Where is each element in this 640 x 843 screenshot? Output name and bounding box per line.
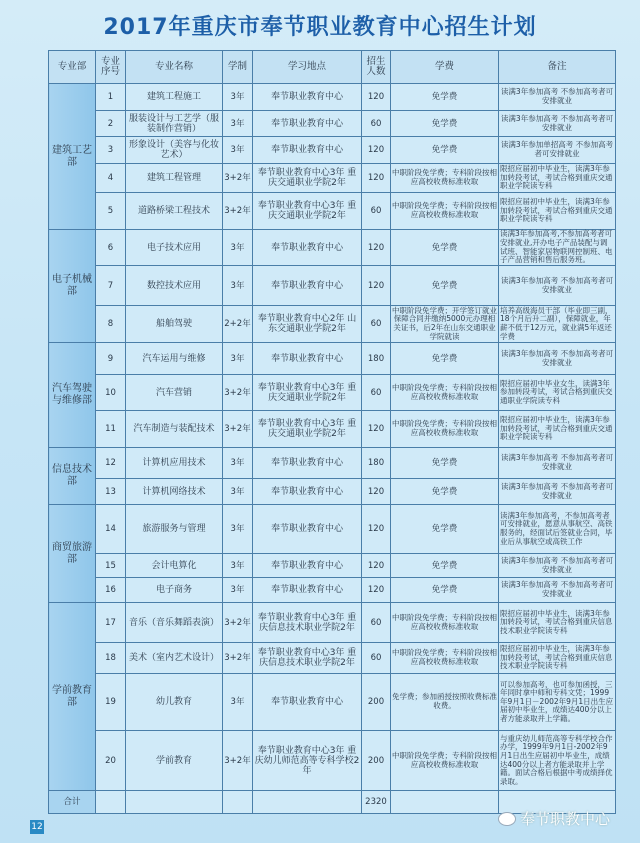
place-cell: 奉节职业教育中心3年 重庆交通职业学院2年 (253, 411, 362, 448)
wechat-icon (498, 812, 516, 826)
no-cell: 3 (96, 137, 126, 164)
fee-cell: 免学费 (391, 343, 499, 375)
place-cell: 奉节职业教育中心 (253, 479, 362, 505)
count-cell: 120 (362, 137, 391, 164)
note-cell: 培养高级海员干部（毕业即三副，18个月后升二副），保障就业，年薪不低于12万元，就业满5年返还学费 (499, 306, 616, 343)
years-cell: 3+2年 (223, 731, 253, 791)
fee-cell: 中职阶段免学费；专科阶段按相应高校收费标准收取 (391, 603, 499, 643)
note-cell: 与重庆幼儿师范高等专科学校合作办学，1999年9月1日-2002年9月1日出生应届初中毕业生，成绩达400分以上者方能录取并上学籍。面试合格后根据中考成绩择优录取。 (499, 731, 616, 791)
note-cell: 读满3年参加高考 不参加高考者可安排就业 (499, 111, 616, 137)
no-cell: 11 (96, 411, 126, 448)
no-cell: 6 (96, 230, 126, 266)
count-cell: 180 (362, 448, 391, 479)
place-cell: 奉节职业教育中心 (253, 505, 362, 554)
table-row (49, 731, 616, 791)
major-name-cell: 数控技术应用 (126, 266, 223, 306)
place-cell: 奉节职业教育中心3年 重庆交通职业学院2年 (253, 375, 362, 411)
place-cell: 奉节职业教育中心 (253, 578, 362, 603)
fee-cell: 免学费 (391, 578, 499, 603)
fee-cell: 中职阶段免学费；专科阶段按相应高校收费标准收取 (391, 643, 499, 674)
major-name-cell: 电子技术应用 (126, 230, 223, 266)
count-cell: 200 (362, 674, 391, 731)
no-cell: 19 (96, 674, 126, 731)
place-cell: 奉节职业教育中心 (253, 674, 362, 731)
years-cell: 3年 (223, 137, 253, 164)
header-cell: 学费 (391, 51, 499, 84)
table-row (49, 554, 616, 578)
major-name-cell: 汽车制造与装配技术 (126, 411, 223, 448)
note-cell: 读满3年参加高考 不参加高考者可安排就业 (499, 448, 616, 479)
table-row (49, 375, 616, 411)
no-cell: 15 (96, 554, 126, 578)
dept-cell: 信息技术部 (49, 448, 96, 505)
count-cell: 120 (362, 578, 391, 603)
fee-cell: 免学费 (391, 84, 499, 111)
major-name-cell: 建筑工程施工 (126, 84, 223, 111)
table-row (49, 505, 616, 554)
table-row (49, 411, 616, 448)
count-cell: 120 (362, 230, 391, 266)
years-cell: 3年 (223, 266, 253, 306)
count-cell: 120 (362, 84, 391, 111)
place-cell: 奉节职业教育中心 (253, 266, 362, 306)
years-cell: 2+2年 (223, 306, 253, 343)
note-cell: 读满3年参加高考 不参加高考者可安排就业 (499, 479, 616, 505)
fee-cell: 中职阶段免学费；专科阶段按相应高校收费标准收取 (391, 731, 499, 791)
count-cell: 120 (362, 479, 391, 505)
page-number: 12 (31, 822, 43, 832)
count-cell: 60 (362, 111, 391, 137)
count-cell: 120 (362, 554, 391, 578)
years-cell: 3+2年 (223, 164, 253, 193)
major-name-cell: 汽车运用与维修 (126, 343, 223, 375)
table-row (49, 193, 616, 230)
note-cell: 限招应届初中毕业生，读满3年参加转段考试，考试合格到重庆交通职业学院读专科 (499, 193, 616, 230)
watermark (498, 808, 610, 829)
major-name-cell: 电子商务 (126, 578, 223, 603)
years-cell: 3年 (223, 448, 253, 479)
fee-cell: 中职阶段免学费；专科阶段按相应高校收费标准收取 (391, 193, 499, 230)
table-row (49, 306, 616, 343)
dept-cell: 商贸旅游部 (49, 505, 96, 603)
no-cell: 16 (96, 578, 126, 603)
no-cell: 18 (96, 643, 126, 674)
no-cell: 1 (96, 84, 126, 111)
table-row (49, 84, 616, 111)
fee-cell: 中职阶段免学费；专科阶段按相应高校收费标准收取 (391, 164, 499, 193)
fee-cell: 中职阶段免学费；专科阶段按相应高校收费标准收取 (391, 375, 499, 411)
years-cell: 3年 (223, 111, 253, 137)
note-cell: 读满3年参加高考 不参加高考者可安排就业 (499, 84, 616, 111)
place-cell: 奉节职业教育中心3年 重庆信息技术职业学院2年 (253, 603, 362, 643)
no-cell: 12 (96, 448, 126, 479)
place-cell: 奉节职业教育中心2年 山东交通职业学院2年 (253, 306, 362, 343)
no-cell: 10 (96, 375, 126, 411)
table-row (49, 137, 616, 164)
major-name-cell: 计算机应用技术 (126, 448, 223, 479)
note-cell: 限招应届初中毕业生，读满3年参加转段考试，考试合格到重庆交通职业学院读专科 (499, 411, 616, 448)
fee-cell: 免学费 (391, 479, 499, 505)
no-cell: 20 (96, 731, 126, 791)
note-cell: 可以参加高考，也可参加函授，三年同时拿中师和专科文凭；1999年9月1日－2002年9月1日出生应届初中毕业生，成绩达400分以上者方能录取并上学籍。 (499, 674, 616, 731)
years-cell: 3+2年 (223, 193, 253, 230)
note-cell: 限招应届初中毕业女生，读满3年参加转段考试，考试合格到重庆交通职业学院读专科 (499, 375, 616, 411)
dept-cell: 建筑工艺部 (49, 84, 96, 230)
fee-cell: 中职阶段免学费；开学签订就业保障合同并缴纳5000元办理相关证书，后2年在山东交通职业学院就读 (392, 305, 497, 341)
count-cell: 120 (362, 411, 391, 448)
note-cell: 读满3年参加高考 不参加高考者可安排就业 (499, 554, 616, 578)
no-cell: 17 (96, 603, 126, 643)
no-cell: 9 (96, 343, 126, 375)
table-row (49, 266, 616, 306)
no-cell: 7 (96, 266, 126, 306)
fee-cell: 免学费 (391, 111, 499, 137)
header-cell: 招生人数 (362, 51, 391, 84)
count-cell: 120 (362, 505, 391, 554)
watermark-text: 奉节职教中心 (520, 810, 611, 828)
years-cell: 3年 (223, 343, 253, 375)
fee-cell: 免学费 (391, 137, 499, 164)
years-cell: 3年 (223, 230, 253, 266)
years-cell: 3年 (223, 674, 253, 731)
fee-cell: 免学费；参加函授按照收费标准收费。 (391, 674, 499, 731)
no-cell: 5 (96, 193, 126, 230)
note-cell: 限招应届初中毕业生，读满3年参加转段考试，考试合格到重庆信息技术职业学院读专科 (499, 643, 616, 674)
note-cell: 读满3年参加单招高考 不参加高考者可安排就业 (499, 137, 616, 164)
major-name-cell: 计算机网络技术 (126, 479, 223, 505)
page-title: 2017年重庆市奉节职业教育中心招生计划 (103, 15, 537, 40)
years-cell: 3年 (223, 84, 253, 111)
place-cell: 奉节职业教育中心3年 重庆交通职业学院2年 (253, 164, 362, 193)
enrollment-table (48, 50, 616, 814)
years-cell: 3+2年 (223, 643, 253, 674)
major-name-cell: 美术（室内艺术设计） (126, 643, 223, 674)
place-cell: 奉节职业教育中心 (253, 554, 362, 578)
count-cell: 60 (362, 603, 391, 643)
no-cell: 14 (96, 505, 126, 554)
fee-cell: 中职阶段免学费；专科阶段按相应高校收费标准收取 (391, 411, 499, 448)
place-cell: 奉节职业教育中心 (253, 84, 362, 111)
fee-cell: 免学费 (391, 230, 499, 266)
place-cell: 奉节职业教育中心 (253, 448, 362, 479)
place-cell: 奉节职业教育中心 (253, 343, 362, 375)
major-name-cell: 音乐（音乐舞蹈表演） (126, 603, 223, 643)
table-row (49, 448, 616, 479)
table-row (49, 343, 616, 375)
place-cell: 奉节职业教育中心3年 重庆信息技术职业学院2年 (253, 643, 362, 674)
years-cell: 3+2年 (223, 375, 253, 411)
note-cell: 读满3年参加高考 不参加高考者可安排就业 (499, 343, 616, 375)
major-name-cell: 建筑工程管理 (126, 164, 223, 193)
count-cell: 60 (362, 193, 391, 230)
fee-cell: 免学费 (391, 448, 499, 479)
place-cell: 奉节职业教育中心3年 重庆交通职业学院2年 (253, 193, 362, 230)
years-cell: 3+2年 (223, 603, 253, 643)
dept-cell: 电子机械部 (49, 230, 96, 343)
total-count: 2320 (362, 791, 391, 814)
place-cell: 奉节职业教育中心 (253, 111, 362, 137)
no-cell: 13 (96, 479, 126, 505)
note-cell: 限招应届初中毕业生，读满3年参加转段考试，考试合格到重庆信息技术职业学院读专科 (499, 603, 616, 643)
note-cell: 读满3年参加高考，不参加高考者可安排就业，愿意从事航空、高铁服务的，经面试后签就业合同，毕业后从事航空或高铁工作 (499, 505, 616, 554)
table-row (49, 603, 616, 643)
major-name-cell: 服装设计与工艺学（服装制作营销） (126, 111, 223, 137)
years-cell: 3年 (223, 479, 253, 505)
total-label: 合计 (49, 791, 96, 814)
table-row (49, 111, 616, 137)
table-row (49, 643, 616, 674)
major-name-cell: 船舶驾驶 (126, 306, 223, 343)
count-cell: 60 (362, 643, 391, 674)
no-cell: 4 (96, 164, 126, 193)
table-row (49, 674, 616, 731)
major-name-cell: 幼儿教育 (126, 674, 223, 731)
major-name-cell: 汽车营销 (126, 375, 223, 411)
count-cell: 200 (362, 731, 391, 791)
table-row (49, 164, 616, 193)
header-cell: 备注 (499, 51, 616, 84)
header-cell: 专业部 (49, 51, 96, 84)
major-name-cell: 旅游服务与管理 (126, 505, 223, 554)
count-cell: 120 (362, 266, 391, 306)
table-header (49, 51, 616, 84)
dept-cell: 学前教育部 (49, 603, 96, 791)
note-cell: 限招应届初中毕业生，读满3年参加转段考试，考试合格到重庆交通职业学院读专科 (499, 164, 616, 193)
fee-cell: 免学费 (391, 505, 499, 554)
place-cell: 奉节职业教育中心3年 重庆幼儿师范高等专科学校2年 (253, 731, 362, 791)
major-name-cell: 道路桥梁工程技术 (126, 193, 223, 230)
note-cell: 读满3年参加高考 不参加高考者可安排就业 (499, 578, 616, 603)
fee-cell: 免学费 (391, 266, 499, 306)
count-cell: 120 (362, 164, 391, 193)
years-cell: 3年 (223, 505, 253, 554)
count-cell: 60 (362, 375, 391, 411)
header-cell: 学习地点 (253, 51, 362, 84)
dept-cell: 汽车驾驶与维修部 (49, 343, 96, 448)
years-cell: 3年 (223, 554, 253, 578)
count-cell: 60 (362, 306, 391, 343)
note-cell: 读满3年参加高考,不参加高考者可安排就业,开办电子产品装配与调试班、智能家居物联网控制班、电子产品营销和售后服务班。 (499, 230, 616, 266)
header-cell: 专业序号 (96, 51, 126, 84)
fee-cell: 免学费 (391, 554, 499, 578)
major-name-cell: 形象设计（美容与化妆艺术） (126, 137, 223, 164)
table-row (49, 230, 616, 266)
no-cell: 2 (96, 111, 126, 137)
major-name-cell: 会计电算化 (126, 554, 223, 578)
note-cell: 读满3年参加高考 不参加高考者可安排就业 (499, 266, 616, 306)
table-row (49, 479, 616, 505)
years-cell: 3+2年 (223, 411, 253, 448)
major-name-cell: 学前教育 (126, 731, 223, 791)
years-cell: 3年 (223, 578, 253, 603)
place-cell: 奉节职业教育中心 (253, 137, 362, 164)
header-cell: 学制 (223, 51, 253, 84)
table-row (49, 578, 616, 603)
header-cell: 专业名称 (126, 51, 223, 84)
place-cell: 奉节职业教育中心 (253, 230, 362, 266)
no-cell: 8 (96, 306, 126, 343)
count-cell: 180 (362, 343, 391, 375)
